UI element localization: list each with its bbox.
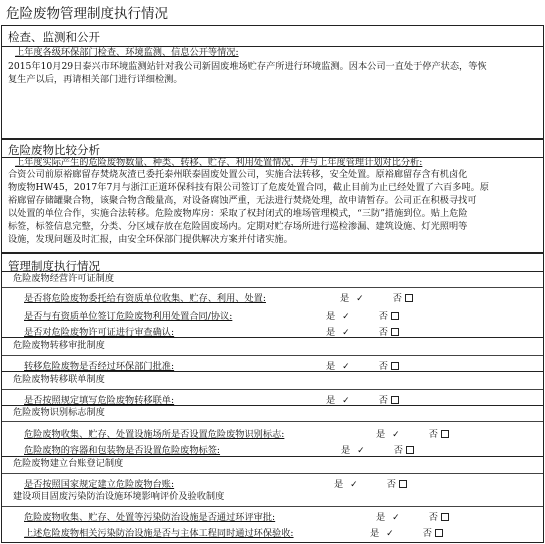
no-checkbox[interactable] [435, 529, 443, 537]
text-line: 2015年10月29日泰兴市环境监测站针对我公司新固废堆场贮存产所进行环境监测。因本公司一直处于停产状态，等恢 [8, 61, 487, 72]
divider [2, 287, 543, 288]
group-title: 危险废物转移联单制度 [13, 374, 105, 385]
answer-yes-no [326, 324, 399, 338]
no-checkbox[interactable] [391, 312, 399, 320]
group-title: 危险废物经营许可证制度 [13, 273, 115, 284]
yes-label: 是 [326, 361, 336, 372]
divider [2, 389, 543, 390]
no-label: 否 [378, 395, 388, 406]
divider [2, 371, 543, 372]
answer-yes-no [326, 358, 399, 372]
no-label: 否 [428, 429, 438, 440]
text-line: 标签，标签信息完整，分类、分区域存放在危险固废场内。定期对贮存场所进行巡检渗漏、建筑设施、灯光照明等 [8, 221, 468, 233]
section-heading: 检查、监测和公开 [8, 30, 100, 44]
section-comparison [1, 139, 544, 253]
no-label: 否 [378, 327, 388, 338]
text-line: 裕廊留存储罐聚合物，该聚合物含酸量高，对设备腐蚀严重，无法进行焚烧处理，故申请暂存。公司正在积极寻找可 [8, 195, 477, 207]
group-title: 危险废物识别标志制度 [13, 407, 105, 418]
section-subheading: 上年度各级环保部门检查、环境监测、信息公开等情况: [15, 47, 239, 58]
check-mark: ✓ [342, 327, 350, 338]
yes-label: 是 [326, 395, 336, 406]
section-subheading: 上年度实际产生的危险废物数量、种类、转移、贮存、利用处置情况，并与上年度管理计划对比分析: [15, 157, 423, 168]
question-text: 是否对危险废物许可证进行审查确认: [24, 327, 175, 338]
page-title: 危险废物管理制度执行情况 [6, 6, 168, 22]
group-title: 建设项目固废污染防治设施环境影响评价及验收制度 [13, 491, 225, 502]
no-checkbox[interactable] [441, 513, 449, 521]
check-mark: ✓ [386, 528, 394, 539]
divider [2, 337, 543, 338]
section-inspection [1, 25, 544, 139]
yes-label: 是 [341, 445, 351, 456]
no-label: 否 [393, 445, 403, 456]
answer-yes-no [326, 308, 399, 322]
check-mark: ✓ [342, 311, 350, 322]
divider [2, 506, 543, 507]
check-mark: ✓ [356, 293, 364, 304]
text-line: 复生产以后，再请相关部门进行详细检测。 [8, 74, 183, 86]
no-label: 否 [386, 479, 396, 490]
no-label: 否 [392, 293, 402, 304]
no-checkbox[interactable] [405, 294, 413, 302]
no-label: 否 [378, 311, 388, 322]
question-text: 危险废物收集、贮存、处置设施场所是否设置危险废物识别标志: [24, 429, 285, 440]
question-text: 转移危险废物是否经过环保部门批准: [24, 361, 175, 372]
check-mark: ✓ [350, 479, 358, 490]
text-line: 合资公司前原裕廊留存焚烧灰渣已委托泰州联泰固废处置公司，实施合法转移，安全处置。原裕廊留存含有机卤化 [8, 169, 468, 180]
yes-label: 是 [376, 512, 386, 523]
answer-yes-no [376, 509, 449, 523]
no-label: 否 [428, 512, 438, 523]
answer-yes-no [326, 392, 399, 406]
yes-label: 是 [376, 429, 386, 440]
question-text: 是否将危险废物委托给有资质单位收集、贮存、利用、处置: [24, 293, 266, 304]
no-label: 否 [422, 528, 432, 539]
question-text: 是否按照规定填写危险废物转移联单: [24, 395, 175, 406]
no-checkbox[interactable] [406, 446, 414, 454]
answer-yes-no [370, 525, 443, 539]
no-checkbox[interactable] [399, 480, 407, 488]
answer-yes-no [376, 426, 449, 440]
yes-label: 是 [334, 479, 344, 490]
question-text: 上述危险废物相关污染防治设施是否与主体工程同时通过环保验收: [24, 528, 294, 539]
no-checkbox[interactable] [441, 430, 449, 438]
divider [2, 421, 543, 422]
answer-yes-no [334, 476, 407, 490]
check-mark: ✓ [392, 429, 400, 440]
yes-label: 是 [340, 293, 350, 304]
text-line: 设施，发现问题及时汇报，由安全环保部门提供解决方案并付诸实施。 [8, 234, 293, 246]
no-checkbox[interactable] [391, 362, 399, 370]
yes-label: 是 [326, 311, 336, 322]
check-mark: ✓ [357, 445, 365, 456]
text-line: 以处置的单位合作，实施合法转移。危险废物库房：采取了权封闭式的堆场管理模式，“三防”措施到位。贴上危险 [8, 208, 468, 220]
yes-label: 是 [326, 327, 336, 338]
group-title: 危险废物建立台账登记制度 [13, 458, 124, 469]
section-heading: 管理制度执行情况 [8, 259, 100, 273]
inspection-text [8, 60, 537, 86]
question-text: 危险废物的容器和包装物是否设置危险废物标签: [24, 445, 221, 456]
answer-yes-no [341, 442, 414, 456]
no-checkbox[interactable] [391, 328, 399, 336]
question-text: 是否按照国家规定建立危险废物台账: [24, 479, 175, 490]
text-line: 物废物HW45，2017年7月与浙江正道环保科技有限公司签订了危废处置合同，截止目前为止已经处置了六百多吨。原 [8, 182, 489, 194]
divider [2, 355, 543, 356]
check-mark: ✓ [392, 512, 400, 523]
check-mark: ✓ [342, 395, 350, 406]
no-checkbox[interactable] [391, 396, 399, 404]
group-title: 危险废物转移审批制度 [13, 340, 105, 351]
yes-label: 是 [370, 528, 380, 539]
section-heading: 危险废物比较分析 [8, 143, 100, 157]
comparison-text [8, 168, 537, 247]
answer-yes-no [340, 290, 413, 304]
divider [2, 473, 543, 474]
no-label: 否 [378, 361, 388, 372]
check-mark: ✓ [342, 361, 350, 372]
question-text: 危险废物收集、贮存、处置等污染防治设施是否通过环评审批: [24, 512, 276, 523]
question-text: 是否与有资质单位签订危险废物利用处置合同/协议: [24, 311, 233, 322]
